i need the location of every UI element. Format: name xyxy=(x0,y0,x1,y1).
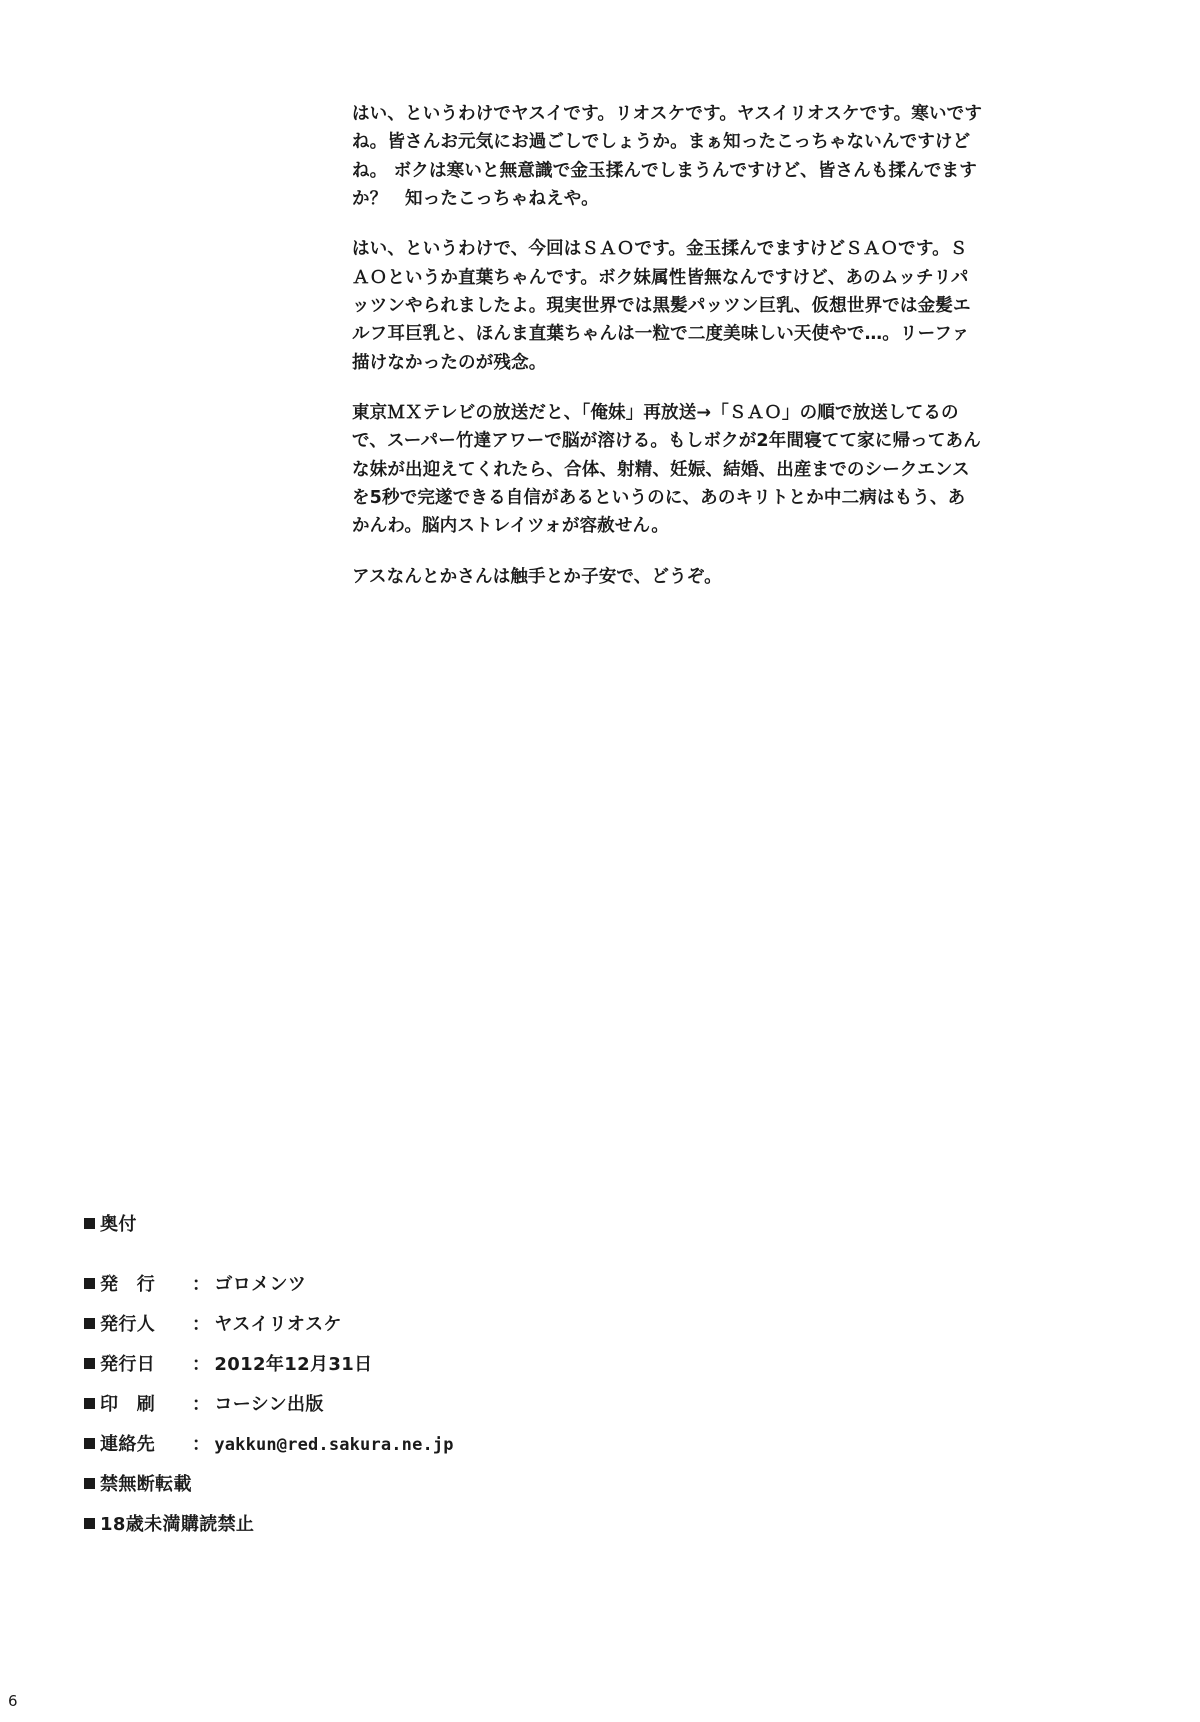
afterword-paragraph-3: 東京ＭＸテレビの放送だと、「俺妹」再放送→「ＳＡＯ」の順で放送してるので、スーパー竹達アワーで脳が溶ける。もしボクが2年間寝てて家に帰ってあんな妹が出迎えてくれたら、合体、射精、妊娠、結婚、出産までのシークエンスを5秒で完遂できる自信があるというのに、あのキリトとか中二病はもう、あかんわ。脳内ストレイツォが容赦せん。 xyxy=(352,403,981,537)
colophon-value: ヤスイリオスケ xyxy=(214,1314,342,1335)
colophon-row-date xyxy=(84,1350,784,1376)
colophon-label: 連絡先 xyxy=(100,1434,156,1455)
bullet-square-icon xyxy=(84,1438,95,1449)
colophon-separator: ： xyxy=(192,1274,211,1295)
bullet-square-icon xyxy=(84,1318,95,1329)
colophon-label: 発行人 xyxy=(100,1314,156,1335)
bullet-square-icon xyxy=(84,1218,95,1229)
bullet-square-icon xyxy=(84,1478,95,1489)
colophon-heading xyxy=(84,1210,784,1236)
page-number: 6 xyxy=(8,1692,18,1710)
colophon-row-author xyxy=(84,1310,784,1336)
colophon-block xyxy=(84,1210,784,1550)
bullet-square-icon xyxy=(84,1278,95,1289)
colophon-label: 印 刷 xyxy=(100,1394,156,1415)
afterword-paragraph-4: アスなんとかさんは触手とか子安で、どうぞ。 xyxy=(352,566,722,587)
colophon-row-contact xyxy=(84,1430,784,1456)
colophon-label: 発 行 xyxy=(100,1274,156,1295)
colophon-separator: ： xyxy=(192,1314,211,1335)
colophon-separator: ： xyxy=(192,1434,211,1455)
bullet-square-icon xyxy=(84,1358,95,1369)
bullet-square-icon xyxy=(84,1518,95,1529)
afterword-text-block xyxy=(352,100,982,591)
colophon-row-publisher xyxy=(84,1270,784,1296)
colophon-label: 発行日 xyxy=(100,1354,156,1375)
colophon-separator: ： xyxy=(192,1354,211,1375)
colophon-contact-email: yakkun@red.sakura.ne.jp xyxy=(214,1435,454,1455)
colophon-label: 18歳未満購読禁止 xyxy=(100,1514,255,1535)
colophon-value: ゴロメンツ xyxy=(214,1274,307,1295)
afterword-paragraph-1: はい、というわけでヤスイです。リオスケです。ヤスイリオスケです。寒いですね。皆さんお元気にお過ごしでしょうか。まぁ知ったこっちゃないんですけどね。 ボクは寒いと無意識で金玉揉んでしまうんですけど、皆さんも揉んでますか？ 知ったこっちゃねえや。 xyxy=(352,104,982,210)
colophon-value: 2012年12月31日 xyxy=(214,1354,373,1375)
afterword-paragraph-2: はい、というわけで、今回はＳＡＯです。金玉揉んでますけどＳＡＯです。ＳＡＯというか直葉ちゃんです。ボク妹属性皆無なんですけど、あのムッチリパッツンやられましたよ。現実世界では黒髪パッツン巨乳、仮想世界では金髪エルフ耳巨乳と、ほんま直葉ちゃんは一粒で二度美味しい天使やで…。リーファ描けなかったのが残念。 xyxy=(352,239,971,373)
colophon-row-no-reprint xyxy=(84,1470,784,1496)
colophon-separator: ： xyxy=(192,1394,211,1415)
bullet-square-icon xyxy=(84,1398,95,1409)
colophon-label: 禁無断転載 xyxy=(100,1474,192,1495)
colophon-row-printer xyxy=(84,1390,784,1416)
colophon-row-age-restriction xyxy=(84,1510,784,1536)
colophon-heading-label: 奥付 xyxy=(100,1214,137,1235)
colophon-value: コーシン出版 xyxy=(214,1394,324,1415)
